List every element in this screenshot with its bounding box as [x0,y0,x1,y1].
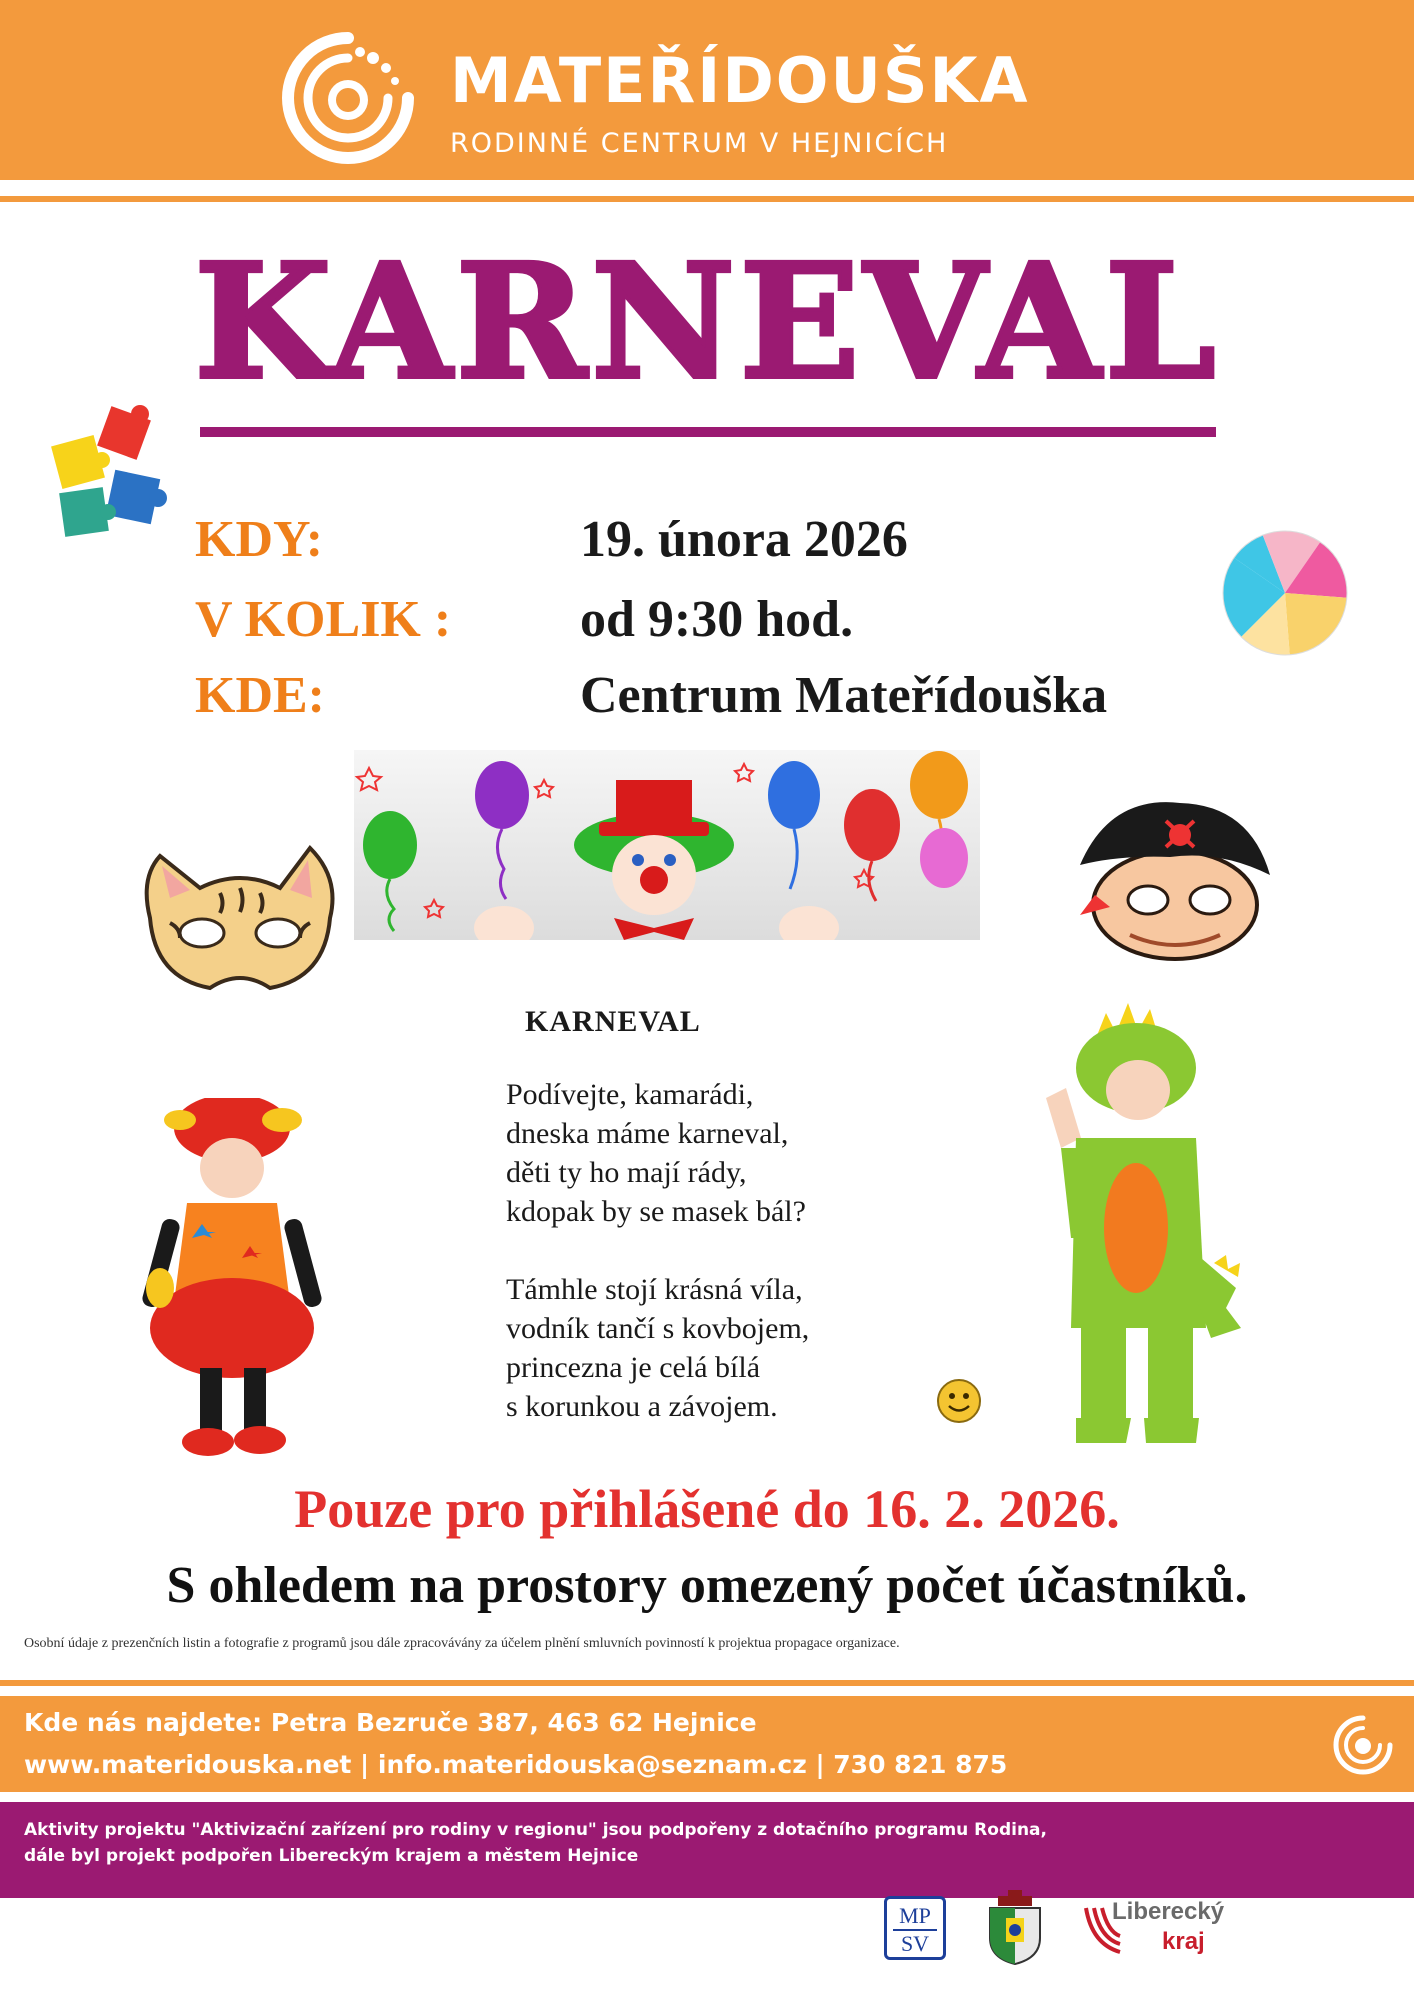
footer-bar [0,1696,1414,1792]
poem-line: vodník tančí s kovbojem, [506,1312,810,1345]
page-title: KARNEVAL [194,230,1220,415]
footer-address: Kde nás najdete: Petra Bezruče 387, 463 62 Hejnice [24,1708,757,1737]
when-label: KDY: [195,511,324,568]
capacity-notice: S ohledem na prostory omezený počet účastníků. [166,1557,1248,1614]
title-underline [200,427,1216,437]
liberecky-kraj-name: Liberecký [1112,1898,1225,1925]
poem-line: kdopak by se masek bál? [506,1195,806,1228]
poem-line: Támhle stojí krásná víla, [506,1273,803,1306]
dinosaur-costume-child-image [1036,998,1246,1448]
beach-ball-icon [1220,528,1350,658]
support-line-1: Aktivity projektu "Aktivizační zařízení pro rodiny v regionu" jsou podpořeny z dotačního programu Rodina, [24,1820,1047,1840]
brand-subtitle: RODINNÉ CENTRUM V HEJNICÍCH [450,128,949,159]
mpsv-logo-line-1: MP [899,1903,931,1928]
poem-line: princezna je celá bílá [506,1351,761,1384]
time-value: od 9:30 hod. [580,591,854,648]
fish-costume-child-image [132,1098,332,1458]
poem-line: děti ty ho mají rády, [506,1156,747,1189]
poem-line: s korunkou a závojem. [506,1390,778,1423]
cat-mask-icon [140,838,340,1000]
poem-line: Podívejte, kamarádi, [506,1078,754,1111]
brand-name: MATEŘÍDOUŠKA [450,44,1030,117]
time-label: V KOLIK : [195,591,452,648]
gdpr-note: Osobní údaje z prezenčních listin a fotografie z programů jsou dále zpracovávány za účelem plnění smluvních povinností k projektua propagace organizace. [24,1636,900,1651]
registration-notice: Pouze pro přihlášené do 16. 2. 2026. [294,1479,1120,1539]
poem-title: KARNEVAL [525,1005,701,1038]
materidouska-small-logo-icon [1332,1714,1394,1776]
pirate-mask-icon [1070,795,1270,965]
header-divider [0,196,1414,202]
clown-balloons-illustration [354,750,980,940]
liberecky-kraj-word: kraj [1162,1928,1205,1955]
header-bar [0,0,1414,180]
puzzle-icon [48,402,168,542]
support-line-2: dále byl projekt podpořen Libereckým krajem a městem Hejnice [24,1846,639,1866]
footer-contacts: www.materidouska.net | info.materidouska@seznam.cz | 730 821 875 [24,1750,1008,1779]
liberecky-kraj-logo [1082,1898,1230,1962]
poem-line: dneska máme karneval, [506,1117,789,1150]
footer-divider [0,1680,1414,1686]
where-value: Centrum Mateřídouška [580,667,1108,724]
where-label: KDE: [195,667,325,724]
support-bar [0,1802,1414,1898]
materidouska-logo-icon [278,28,418,168]
when-value: 19. února 2026 [580,511,908,568]
mpsv-logo [884,1896,946,1960]
mpsv-logo-line-2: SV [893,1929,937,1957]
smiley-icon [936,1378,982,1424]
clown-balloons-image [354,750,980,940]
hejnice-coat-of-arms [984,1886,1046,1966]
